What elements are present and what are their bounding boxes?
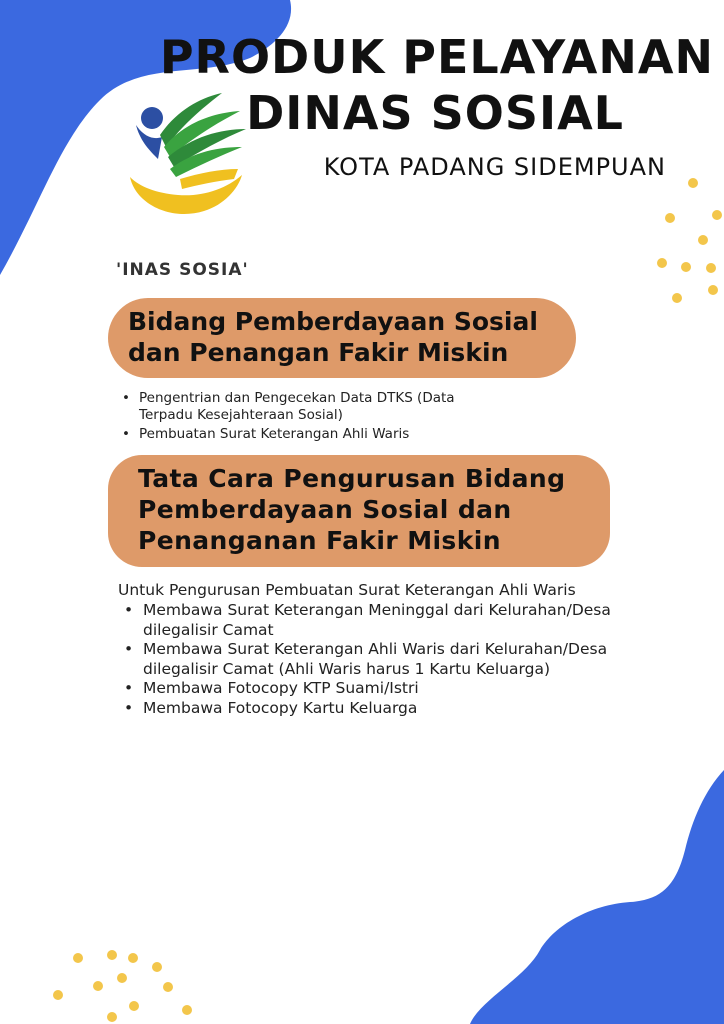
section2-heading-line3: Penanganan Fakir Miskin — [138, 526, 501, 555]
top-right-dots — [657, 178, 722, 303]
page-subtitle: KOTA PADANG SIDEMPUAN — [323, 153, 666, 181]
logo-caption: 'INAS SOSIA' — [116, 260, 249, 280]
list-item: • Membawa Surat Keterangan Meninggal dari Kelurahan/Desa dilegalisir Camat — [124, 601, 644, 640]
section1-heading — [108, 298, 576, 378]
bottom-right-blob — [470, 770, 724, 1024]
list-item: • Membawa Surat Keterangan Ahli Waris dari Kelurahan/Desa dilegalisir Camat (Ahli Waris harus 1 Kartu Keluarga) — [124, 640, 644, 679]
bottom-left-dots — [53, 950, 192, 1022]
section2-intro: Untuk Pengurusan Pembuatan Surat Keterangan Ahli Waris — [118, 581, 576, 599]
section2-list — [124, 601, 644, 718]
section2-heading — [108, 455, 610, 567]
page-title-line2: DINAS SOSIAL — [246, 86, 624, 140]
list-item: • Pembuatan Surat Keterangan Ahli Waris — [122, 426, 502, 443]
section2-heading-line1: Tata Cara Pengurusan Bidang — [138, 464, 566, 493]
list-item: • Membawa Fotocopy KTP Suami/Istri — [124, 679, 644, 699]
section2-heading-line2: Pemberdayaan Sosial dan — [138, 495, 512, 524]
section1-heading-line1: Bidang Pemberdayaan Sosial — [128, 307, 538, 336]
dinas-sosial-logo — [122, 85, 252, 225]
section2-heading-text — [138, 463, 565, 556]
section1-heading-line2: dan Penangan Fakir Miskin — [128, 338, 509, 367]
list-item: • Membawa Fotocopy Kartu Keluarga — [124, 699, 644, 719]
page-title-line1: PRODUK PELAYANAN — [159, 30, 714, 84]
section1-heading-text — [128, 306, 538, 368]
section1-list — [122, 390, 502, 445]
list-item: • Pengentrian dan Pengecekan Data DTKS (Data Terpadu Kesejahteraan Sosial) — [122, 390, 502, 424]
